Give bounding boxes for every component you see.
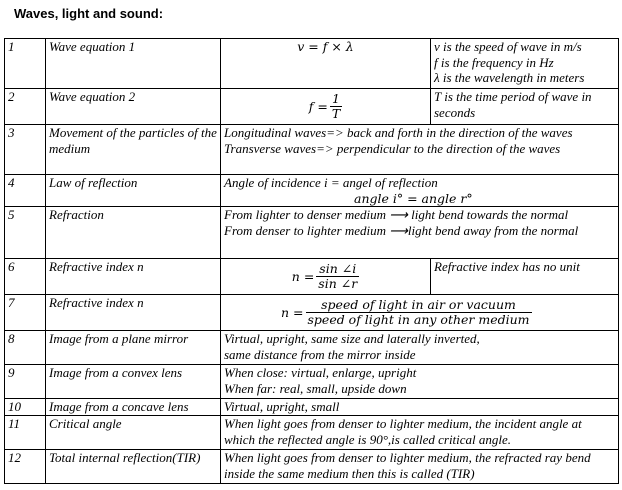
description-line: same distance from the mirror inside <box>224 346 416 362</box>
table-row <box>5 125 619 175</box>
row-label: Law of reflection <box>46 175 221 207</box>
formula-lhs: n = <box>281 304 304 320</box>
formula-fraction <box>330 92 342 121</box>
row-number: 11 <box>5 416 46 450</box>
row-formula <box>221 89 431 125</box>
table-row <box>5 39 619 89</box>
formula-lhs: f = <box>308 98 328 114</box>
description-line: Transverse waves=> perpendicular to the direction of the waves <box>224 140 561 156</box>
formula-lhs: n = <box>291 268 315 284</box>
table-row <box>5 399 619 416</box>
description-line: From denser to lighter medium ⟶light bend away from the normal <box>224 222 579 238</box>
table-row <box>5 295 619 331</box>
note-line: λ is the wavelength in meters <box>434 70 585 85</box>
row-formula: v = f × λ <box>221 39 431 89</box>
fraction-numerator: speed of light in air or vacuum <box>306 298 532 313</box>
table-row <box>5 416 619 450</box>
description-line: From lighter to denser medium ⟶ light bend towards the normal <box>224 207 569 222</box>
table-row <box>5 259 619 295</box>
row-number: 6 <box>5 259 46 295</box>
row-description <box>221 125 619 175</box>
row-label: Image from a plane mirror <box>46 331 221 365</box>
description-line: Longitudinal waves=> back and forth in the direction of the waves <box>224 125 573 140</box>
row-formula <box>221 259 431 295</box>
fraction-denominator: speed of light in any other medium <box>307 312 530 327</box>
row-label: Refraction <box>46 207 221 259</box>
table-row <box>5 365 619 399</box>
row-number: 8 <box>5 331 46 365</box>
row-notes: Refractive index has no unit <box>431 259 619 295</box>
table-row <box>5 89 619 125</box>
row-description: Virtual, upright, small <box>221 399 619 416</box>
row-label: Critical angle <box>46 416 221 450</box>
row-description <box>221 331 619 365</box>
row-description <box>221 175 619 207</box>
description-line: When close: virtual, enlarge, upright <box>224 365 417 380</box>
row-description <box>221 365 619 399</box>
row-formula <box>221 295 619 331</box>
row-number: 10 <box>5 399 46 416</box>
note-line: f is the frequency in Hz <box>434 54 554 70</box>
description-line: When far: real, small, upside down <box>224 380 407 396</box>
row-number: 5 <box>5 207 46 259</box>
fraction-denominator: sin ∠r <box>318 276 358 291</box>
formula-table <box>4 38 619 484</box>
row-label: Wave equation 1 <box>46 39 221 89</box>
table-row <box>5 175 619 207</box>
description-line: Virtual, upright, same size and laterally inverted, <box>224 331 480 346</box>
row-number: 2 <box>5 89 46 125</box>
fraction-denominator: T <box>331 106 341 121</box>
formula-fraction <box>306 298 532 327</box>
row-label: Wave equation 2 <box>46 89 221 125</box>
row-description: When light goes from denser to lighter medium, the incident angle at which the reflected angle is 90°,is called critical angle. <box>221 416 619 450</box>
page-title: Waves, light and sound: <box>14 6 164 21</box>
row-number: 12 <box>5 450 46 484</box>
row-label: Image from a concave lens <box>46 399 221 416</box>
row-label: Movement of the particles of the medium <box>46 125 221 175</box>
row-description <box>221 207 619 259</box>
description-line: angle i° = angle r° <box>354 190 473 206</box>
table-row <box>5 331 619 365</box>
fraction-numerator: sin ∠i <box>316 262 359 277</box>
row-number: 1 <box>5 39 46 89</box>
table-row <box>5 450 619 484</box>
row-description: When light goes from denser to lighter medium, the refracted ray bend inside the same medium then this is called (TIR) <box>221 450 619 484</box>
fraction-numerator: 1 <box>330 92 342 107</box>
row-number: 3 <box>5 125 46 175</box>
description-line: Angle of incidence i = angel of reflection <box>224 175 438 190</box>
row-number: 7 <box>5 295 46 331</box>
table-row <box>5 207 619 259</box>
row-label: Image from a convex lens <box>46 365 221 399</box>
row-label: Refractive index n <box>46 259 221 295</box>
row-notes: T is the time period of wave in seconds <box>431 89 619 125</box>
row-number: 9 <box>5 365 46 399</box>
row-label: Total internal reflection(TIR) <box>46 450 221 484</box>
row-number: 4 <box>5 175 46 207</box>
formula-fraction <box>316 262 359 291</box>
row-notes <box>431 39 619 89</box>
row-label: Refractive index n <box>46 295 221 331</box>
note-line: v is the speed of wave in m/s <box>434 39 582 54</box>
